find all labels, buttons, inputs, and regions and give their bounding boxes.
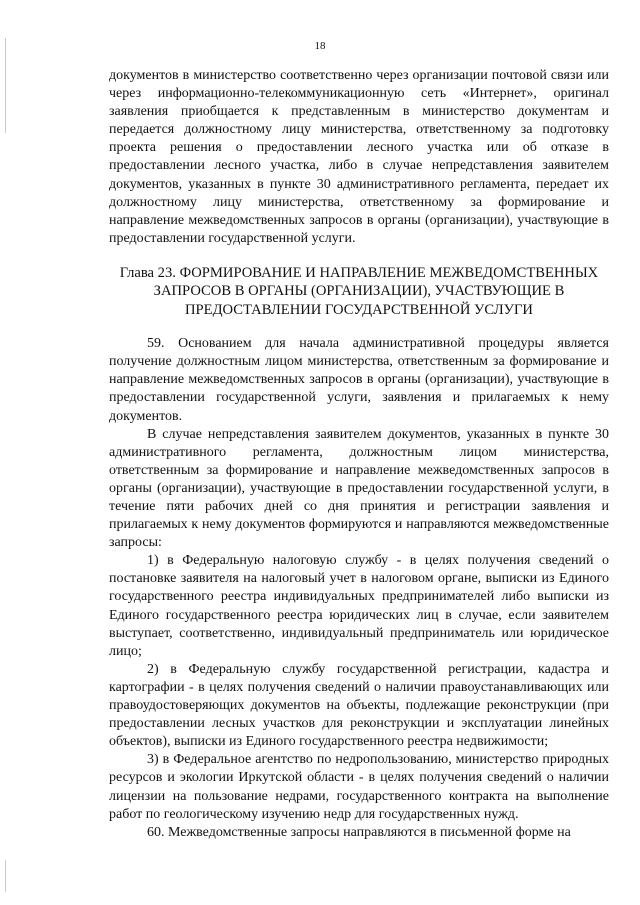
paragraph-requests-intro: В случае непредставления заявителем документов, указанных в пункте 30 административного регламента, должностным лицом министерства, ответственным за формирование и направление межведомственных запросов в органы (организации), участвующие в предоставлении государственной услуги, в течение пяти рабочих дней со дня принятия и регистрации заявления и прилагаемых к нему документов формируются и направляются межведомственные запросы: bbox=[109, 426, 609, 551]
paragraph-60: 60. Межведомственные запросы направляются в письменной форме на bbox=[147, 824, 571, 840]
scan-edge-mark bbox=[5, 38, 6, 133]
page-number: 18 bbox=[314, 40, 326, 52]
chapter-heading: Глава 23. ФОРМИРОВАНИЕ И НАПРАВЛЕНИЕ МЕЖВЕДОМСТВЕННЫХ ЗАПРОСОВ В ОРГАНЫ (ОРГАНИЗАЦИИ), УЧАСТВУЮЩИЕ В ПРЕДОСТАВЛЕНИИ ГОСУДАРСТВЕННОЙ УСЛУГИ bbox=[119, 264, 599, 318]
paragraph-59: 59. Основанием для начала административной процедуры является получение должностным лицом министерства, ответственным за формирование и направление межведомственных запросов в органы (организации), участвующие в предоставлении государственной услуги, заявления и прилагаемых к нему документов. bbox=[109, 336, 609, 424]
intro-paragraph: документов в министерство соответственно через организации почтовой связи или через информационно-телекоммуникационную сеть «Интернет», оригинал заявления приобщается к представленным в министерство документам и передается должностному лицу министерства, ответственному за подготовку проекта решения о предоставлении лесного участка или об отказе в предоставлении лесного участка, либо в случае непредставления заявителем документов, указанных в пункте 30 административного регламента, передает их должностному лицу министерства, ответственному за формирование и направление межведомственных запросов в органы (организации), участвующие в предоставлении государственной услуги. bbox=[109, 68, 609, 246]
list-item-tax-service: 1) в Федеральную налоговую службу - в целях получения сведений о постановке заявителя на налоговый учет в налоговом органе, выписки из Единого государственного реестра индивидуальных предпринимателей либо выписки из Единого государственного реестра юридических лиц в случае, если заявителем выступает, соответственно, индивидуальный предприниматель или юридическое лицо; bbox=[109, 553, 609, 659]
document-body bbox=[109, 67, 609, 842]
list-item-subsoil-agency: 3) в Федеральное агентство по недропользованию, министерство природных ресурсов и экологии Иркутской области - в целях получения сведений о наличии лицензии на пользование недрами, государственного контракта на выполнение работ по геологическому изучению недр для государственных нужд. bbox=[109, 752, 609, 822]
list-item-registration-service: 2) в Федеральную службу государственной регистрации, кадастра и картографии - в целях получения сведений о наличии правоустанавливающих или правоудостоверяющих документов на объекты, подлежащие реконструкции (при предоставлении лесных участков для реконструкции и эксплуатации линейных объектов), выписки из Единого государственного реестра недвижимости; bbox=[109, 661, 609, 750]
scan-edge-mark bbox=[5, 860, 6, 892]
